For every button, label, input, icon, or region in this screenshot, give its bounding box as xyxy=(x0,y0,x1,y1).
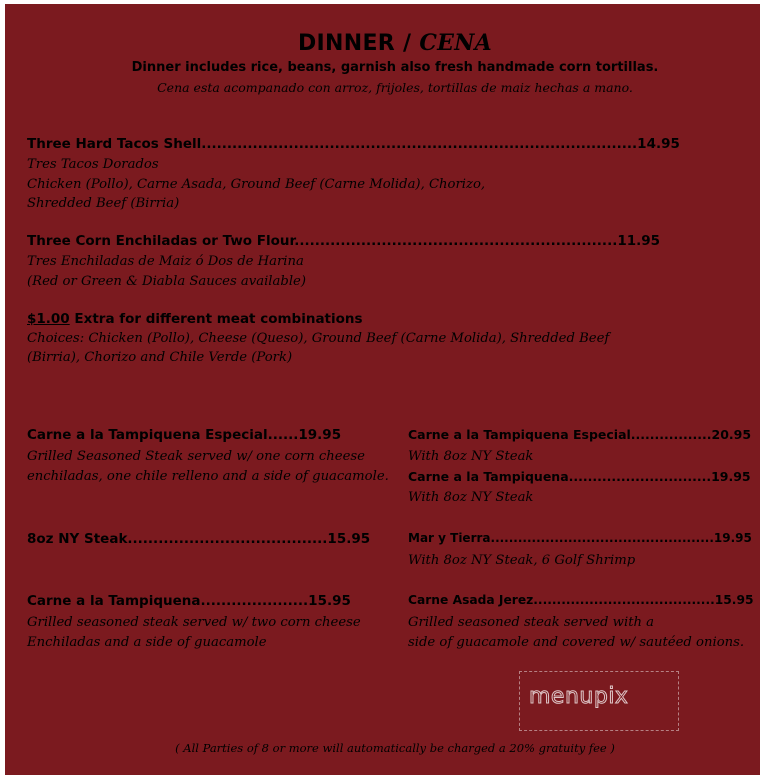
item-enchiladas-desc-1: Tres Enchiladas de Maiz ó Dos de Harina xyxy=(27,254,304,269)
item-hard-tacos-desc-3: Shredded Beef (Birria) xyxy=(27,196,180,211)
item-tampiquena-especial-right-desc-1: With 8oz NY Steak xyxy=(408,449,534,464)
item-tampiquena-right-title: Carne a la Tampiquena..............................19.95 xyxy=(408,469,751,484)
subtitle-spanish: Cena esta acompanado con arroz, frijoles, tortillas de maiz hechas a mano. xyxy=(157,80,633,95)
item-asada-jerez-desc-1: Grilled seasoned steak served with a xyxy=(408,615,655,630)
item-tampiquena-left-desc-1: Grilled seasoned steak served w/ two corn cheese xyxy=(27,615,361,630)
item-extra-title xyxy=(27,311,363,327)
item-hard-tacos-desc-2: Chicken (Pollo), Carne Asada, Ground Beef (Carne Molida), Chorizo, xyxy=(27,177,486,192)
item-hard-tacos-title: Three Hard Tacos Shell.....................................................................................14.95 xyxy=(27,136,680,152)
item-enchiladas-desc-2: (Red or Green & Diabla Sauces available) xyxy=(27,274,306,289)
item-tampiquena-especial-left-title: Carne a la Tampiquena Especial......19.95 xyxy=(27,427,342,443)
watermark-logo: menupix xyxy=(529,684,629,709)
item-tampiquena-right-desc-1: With 8oz NY Steak xyxy=(408,490,534,505)
item-tampiquena-especial-right-title: Carne a la Tampiquena Especial.................20.95 xyxy=(408,427,752,442)
menu-panel xyxy=(5,4,760,775)
item-extra-desc-2: (Birria), Chorizo and Chile Verde (Pork) xyxy=(27,350,293,365)
item-asada-jerez-title: Carne Asada Jerez.......................................15.95 xyxy=(408,593,754,607)
page-title xyxy=(0,30,760,56)
title-spanish: CENA xyxy=(419,30,492,56)
item-hard-tacos-desc-1: Tres Tacos Dorados xyxy=(27,157,159,172)
item-tampiquena-especial-left-desc-2: enchiladas, one chile relleno and a side of guacamole. xyxy=(27,469,389,484)
item-tampiquena-left-title: Carne a la Tampiquena.....................15.95 xyxy=(27,593,351,609)
item-tampiquena-left-desc-2: Enchiladas and a side of guacamole xyxy=(27,635,267,650)
item-enchiladas-title: Three Corn Enchiladas or Two Flour...............................................................11.95 xyxy=(27,233,661,249)
item-ny-steak-title: 8oz NY Steak.......................................15.95 xyxy=(27,531,371,547)
item-mar-y-tierra-title: Mar y Tierra.................................................19.95 xyxy=(408,531,752,545)
item-extra-desc-1: Choices: Chicken (Pollo), Cheese (Queso), Ground Beef (Carne Molida), Shredded Beef xyxy=(27,331,610,346)
item-mar-y-tierra-desc-1: With 8oz NY Steak, 6 Golf Shrimp xyxy=(408,553,636,568)
gratuity-note: ( All Parties of 8 or more will automatically be charged a 20% gratuity fee ) xyxy=(175,741,615,755)
title-english: DINNER / xyxy=(298,31,412,56)
extra-label: Extra for different meat combinations xyxy=(69,311,363,327)
item-tampiquena-especial-left-desc-1: Grilled Seasoned Steak served w/ one corn cheese xyxy=(27,449,365,464)
subtitle: Dinner includes rice, beans, garnish also fresh handmade corn tortillas. xyxy=(131,60,659,75)
item-asada-jerez-desc-2: side of guacamole and covered w/ sautéed onions. xyxy=(408,635,745,650)
extra-price: $1.00 xyxy=(27,311,70,327)
